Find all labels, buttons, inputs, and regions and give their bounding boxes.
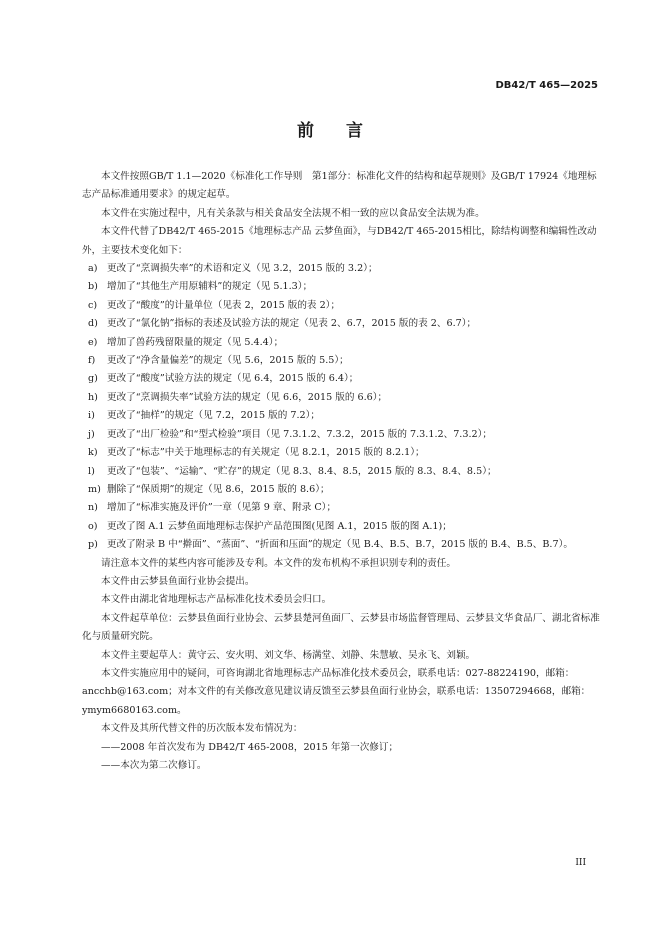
list-item bbox=[82, 499, 602, 517]
list-item-text: 增加了“标准实施及评价”一章（见第 9 章、附录 C）； bbox=[107, 502, 337, 514]
document-code: DB42/T 465—2025 bbox=[495, 80, 598, 91]
list-item-text: 更改了“烹调损失率”试验方法的规定（见 6.6，2015 版的 6.6）； bbox=[107, 391, 388, 403]
paragraph-proposer: 本文件由云梦县鱼面行业协会提出。 bbox=[101, 575, 255, 587]
list-item-text: 更改了“标志”中关于地理标志的有关规定（见 8.2.1，2015 版的 8.2.1）； bbox=[107, 447, 425, 459]
list-item-label: m) bbox=[88, 483, 101, 495]
list-item bbox=[82, 463, 602, 481]
list-item bbox=[82, 334, 602, 352]
list-item-text: 更改了“烹调损失率”的术语和定义（见 3.2，2015 版的 3.2）； bbox=[107, 263, 378, 275]
list-item-text: 删除了“保质期”的规定（见 8.6，2015 版的 8.6）； bbox=[107, 483, 330, 495]
changes-list bbox=[82, 260, 602, 555]
list-item bbox=[82, 315, 602, 333]
list-item-label: f) bbox=[88, 355, 96, 367]
paragraph-patent: 请注意本文件的某些内容可能涉及专利。本文件的发布机构不承担识别专利的责任。 bbox=[101, 557, 456, 569]
title-part-1: 前 bbox=[297, 121, 316, 141]
list-item bbox=[82, 260, 602, 278]
list-item bbox=[82, 389, 602, 407]
list-item-label: j) bbox=[88, 428, 95, 440]
paragraph-drafting-units: 本文件起草单位：云梦县鱼面行业协会、云梦县楚河鱼面厂、云梦县市场监督管理局、云梦县文华食品厂、湖北省标准化与质量研究院。 bbox=[82, 612, 600, 643]
paragraph-administrator: 本文件由湖北省地理标志产品标准化技术委员会归口。 bbox=[101, 594, 332, 606]
foreword-body bbox=[82, 168, 602, 775]
list-item-label: c) bbox=[88, 299, 98, 311]
list-item bbox=[82, 297, 602, 315]
list-item-text: 增加了“其他生产用原辅料”的规定（见 5.1.3）； bbox=[107, 281, 313, 293]
list-item-label: b) bbox=[88, 281, 98, 293]
list-item bbox=[82, 536, 602, 554]
list-item-label: e) bbox=[88, 336, 98, 348]
list-item-label: i) bbox=[88, 410, 95, 422]
list-item-text: 更改了“酸度”试验方法的规定（见 6.4，2015 版的 6.4）； bbox=[107, 373, 359, 385]
list-item bbox=[82, 481, 602, 499]
paragraph-drafters: 本文件主要起草人：黄守云、安火明、刘文华、杨满堂、刘静、朱慧敏、吴永飞、刘颖。 bbox=[101, 649, 476, 661]
list-item-text: 更改了“抽样”的规定（见 7.2，2015 版的 7.2）； bbox=[107, 410, 320, 422]
paragraph-history-intro: 本文件及其所代替文件的历次版本发布情况为： bbox=[101, 723, 303, 735]
page-number: III bbox=[575, 858, 586, 868]
list-item-label: l) bbox=[88, 465, 95, 477]
history-item: ——本次为第二次修订。 bbox=[101, 760, 207, 771]
list-item-label: k) bbox=[88, 447, 98, 459]
list-item bbox=[82, 518, 602, 536]
list-item-label: o) bbox=[88, 520, 98, 532]
title-part-2: 言 bbox=[346, 121, 365, 141]
list-item-label: g) bbox=[88, 373, 98, 385]
paragraph-food-safety: 本文件在实施过程中，凡有关条款与相关食品安全法规不相一致的应以食品安全法规为准。 bbox=[101, 207, 485, 219]
list-item bbox=[82, 278, 602, 296]
list-item bbox=[82, 444, 602, 462]
paragraph-contact: 本文件实施应用中的疑问，可咨询湖北省地理标志产品标准化技术委员会，联系电话：027-88224190，邮箱：ancchb@163.com；对本文件的有关修改意见建议请反馈至云梦县鱼面行业协会，联系电话：13507294668，邮箱：ymym6680163.com。 bbox=[82, 667, 591, 716]
list-item bbox=[82, 352, 602, 370]
list-item-label: h) bbox=[88, 391, 98, 403]
paragraph-drafting-rules: 本文件按照GB/T 1.1—2020《标准化工作导则 第1部分：标准化文件的结构和起草规则》及GB/T 17924《地理标志产品标准通用要求》的规定起草。 bbox=[82, 171, 597, 201]
list-item-text: 更改了“酸度”的计量单位（见表 2，2015 版的表 2）； bbox=[107, 299, 341, 311]
list-item-text: 更改了附录 B 中“擀面”、“蒸面”、“折面和压面”的规定（见 B.4、B.5、B.7，2015 版的 B.4、B.5、B.7）。 bbox=[107, 539, 573, 551]
list-item-label: n) bbox=[88, 502, 98, 514]
list-item-text: 更改了图 A.1 云梦鱼面地理标志保护产品范围图(见图 A.1，2015 版的图 A.1)； bbox=[107, 520, 452, 532]
list-item-text: 增加了兽药残留限量的规定（见 5.4.4）； bbox=[107, 336, 284, 348]
paragraph-replacement: 本文件代替了DB42/T 465-2015《地理标志产品 云梦鱼面》，与DB42/T 465-2015相比，除结构调整和编辑性改动外，主要技术变化如下： bbox=[82, 226, 597, 256]
list-item-label: a) bbox=[88, 263, 98, 275]
page-title bbox=[0, 116, 662, 141]
list-item bbox=[82, 426, 602, 444]
list-item-label: d) bbox=[88, 318, 98, 330]
history-item: ——2008 年首次发布为 DB42/T 465-2008，2015 年第一次修订； bbox=[101, 741, 399, 753]
list-item-label: p) bbox=[88, 539, 98, 551]
list-item-text: 更改了“出厂检验”和“型式检验”项目（见 7.3.1.2、7.3.2，2015 版的 7.3.1.2、7.3.2）； bbox=[107, 428, 492, 440]
list-item bbox=[82, 407, 602, 425]
list-item bbox=[82, 370, 602, 388]
list-item-text: 更改了“包装”、“运输”、“贮存”的规定（见 8.3、8.4、8.5，2015 版的 8.3、8.4、8.5）； bbox=[107, 465, 497, 477]
list-item-text: 更改了“净含量偏差”的规定（见 5.6，2015 版的 5.5）； bbox=[107, 355, 349, 367]
list-item-text: 更改了“氯化钠”指标的表述及试验方法的规定（见表 2、6.7，2015 版的表 2、6.7）； bbox=[107, 318, 477, 330]
